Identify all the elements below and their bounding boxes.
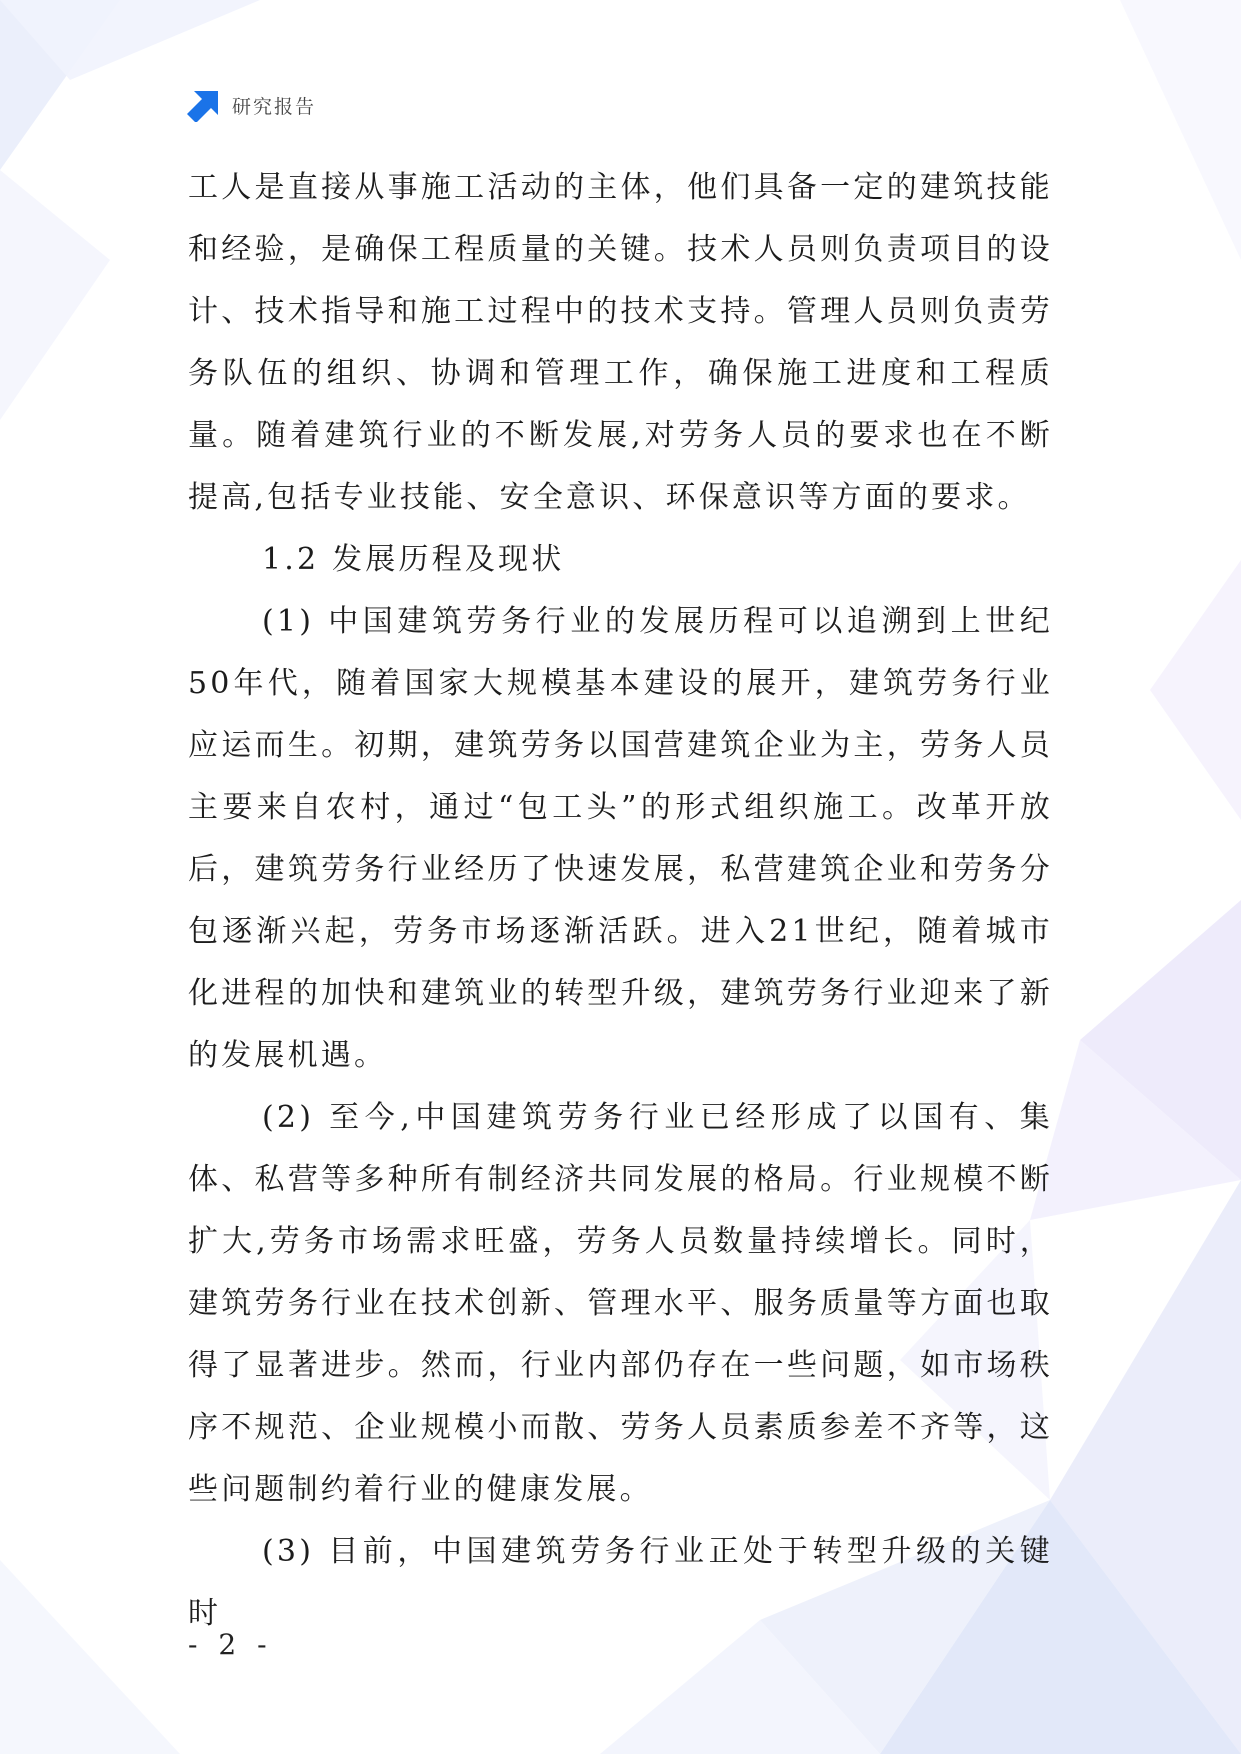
document-body xyxy=(188,157,1053,1645)
header-title: 研究报告 xyxy=(232,95,317,118)
paragraph-current-status: (2) 至今,中国建筑劳务行业已经形成了以国有、集体、私营等多种所有制经济共同发展的格局。行业规模不断扩大,劳务市场需求旺盛，劳务人员数量持续增长。同时，建筑劳务行业在技术创新、管理水平、服务质量等方面也取得了显著进步。然而，行业内部仍存在一些问题，如市场秩序不规范、企业规模小而散、劳务人员素质参差不齐等，这些问题制约着行业的健康发展。 xyxy=(188,1100,1053,1507)
report-header xyxy=(187,88,316,122)
paragraph-history: (1) 中国建筑劳务行业的发展历程可以追溯到上世纪50年代，随着国家大规模基本建设的展开，建筑劳务行业应运而生。初期，建筑劳务以国营建筑企业为主，劳务人员主要来自农村，通过“包工头”的形式组织施工。改革开放后，建筑劳务行业经历了快速发展，私营建筑企业和劳务分包逐渐兴起，劳务市场逐渐活跃。进入21世纪，随着城市化进程的加快和建筑业的转型升级，建筑劳务行业迎来了新的发展机遇。 xyxy=(188,604,1053,1073)
paragraph-workforce: 工人是直接从事施工活动的主体，他们具备一定的建筑技能和经验，是确保工程质量的关键。技术人员则负责项目的设计、技术指导和施工过程中的技术支持。管理人员则负责劳务队伍的组织、协调和管理工作，确保施工进度和工程质量。随着建筑行业的不断发展,对劳务人员的要求也在不断提高,包括专业技能、安全意识、环保意识等方面的要求。 xyxy=(188,170,1053,515)
arrow-up-right-icon xyxy=(187,89,220,122)
page-number: - 2 - xyxy=(188,1628,273,1661)
section-heading: 1.2 发展历程及现状 xyxy=(262,542,565,577)
paragraph-transformation: (3) 目前，中国建筑劳务行业正处于转型升级的关键时 xyxy=(188,1534,1053,1631)
